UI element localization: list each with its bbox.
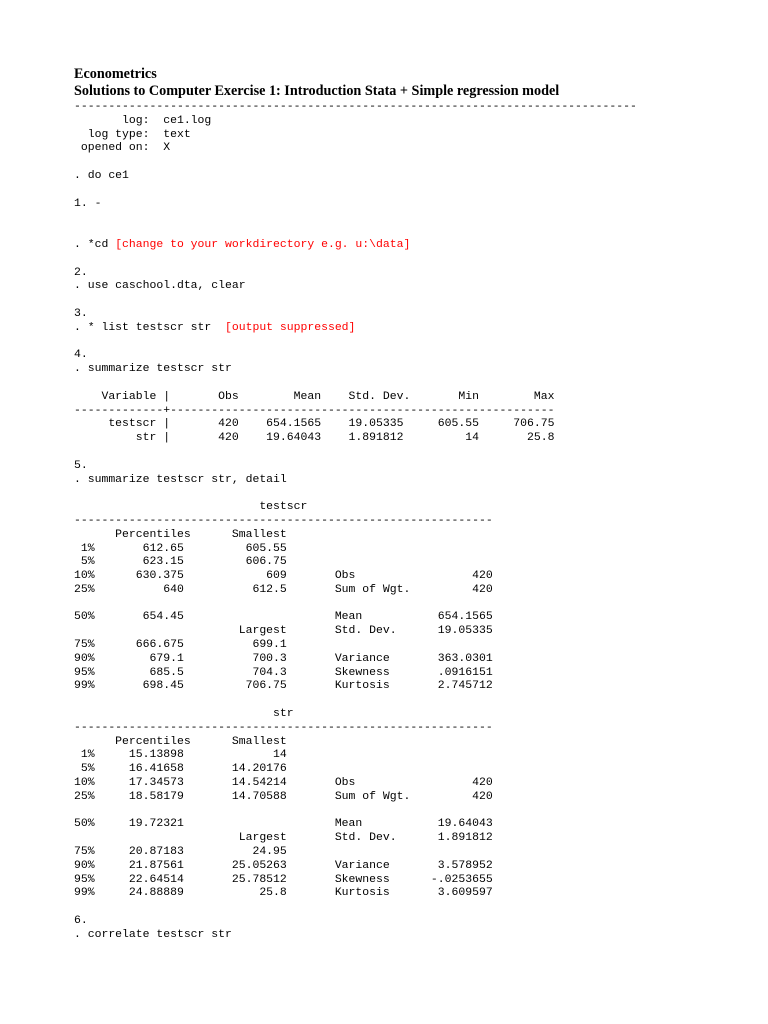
- log-text: opened on: X: [74, 141, 171, 155]
- log-line: [74, 252, 768, 266]
- log-line: [74, 183, 768, 197]
- log-line: [74, 624, 768, 638]
- log-line: [74, 652, 768, 666]
- log-text: 50% 19.72321 Mean 19.64043: [74, 817, 493, 831]
- log-annotation: [change to your workdirectory e.g. u:\data]: [115, 237, 411, 251]
- log-line: [74, 748, 768, 762]
- log-text: str: [74, 707, 294, 721]
- log-text: . do ce1: [74, 168, 129, 182]
- log-line: [74, 404, 768, 418]
- log-text: Largest Std. Dev. 1.891812: [74, 831, 493, 845]
- log-text: 90% 679.1 700.3 Variance 363.0301: [74, 651, 493, 665]
- log-text: ----------------------------------------------------------------------------------: [74, 100, 637, 113]
- log-text: 95% 685.5 704.3 Skewness .0916151: [74, 665, 493, 679]
- log-line: [74, 335, 768, 349]
- stata-log-output: [74, 100, 768, 942]
- log-text: . *cd: [74, 237, 116, 251]
- log-text: 6.: [74, 914, 88, 928]
- log-text: Largest Std. Dev. 19.05335: [74, 624, 493, 638]
- log-line: [74, 528, 768, 542]
- log-line: [74, 238, 768, 252]
- log-line: [74, 707, 768, 721]
- log-text: . summarize testscr str, detail: [74, 472, 287, 486]
- log-text: [74, 693, 81, 707]
- log-text: testscr | 420 654.1565 19.05335 605.55 706.75: [74, 417, 555, 431]
- log-text: [74, 597, 81, 611]
- log-text: [74, 445, 81, 459]
- log-text: log type: text: [74, 127, 191, 141]
- log-line: [74, 583, 768, 597]
- log-text: 2.: [74, 265, 88, 279]
- log-text: 1% 612.65 605.55: [74, 541, 287, 555]
- log-text: . summarize testscr str: [74, 362, 232, 376]
- log-line: [74, 928, 768, 942]
- log-text: 95% 22.64514 25.78512 Skewness -.0253655: [74, 872, 493, 886]
- log-line: [74, 500, 768, 514]
- log-line: [74, 486, 768, 500]
- log-text: [74, 252, 81, 266]
- log-line: [74, 376, 768, 390]
- log-line: [74, 693, 768, 707]
- log-text: [74, 900, 81, 914]
- log-text: . use caschool.dta, clear: [74, 279, 246, 293]
- log-line: [74, 266, 768, 280]
- log-line: [74, 210, 768, 224]
- log-line: [74, 569, 768, 583]
- log-line: [74, 514, 768, 528]
- log-line: [74, 362, 768, 376]
- log-text: -------------------------------------------------------------: [74, 720, 493, 734]
- log-line: [74, 431, 768, 445]
- log-text: [74, 804, 81, 818]
- log-text: 5.: [74, 458, 88, 472]
- log-text: [74, 335, 81, 349]
- log-line: [74, 307, 768, 321]
- log-annotation: [output suppressed]: [225, 320, 356, 334]
- log-line: [74, 321, 768, 335]
- log-line: [74, 817, 768, 831]
- log-text: [74, 376, 81, 390]
- log-text: 4.: [74, 348, 88, 362]
- log-text: Variable | Obs Mean Std. Dev. Min Max: [74, 389, 555, 403]
- log-text: 5% 623.15 606.75: [74, 555, 287, 569]
- log-text: 25% 18.58179 14.70588 Sum of Wgt. 420: [74, 789, 493, 803]
- log-line: [74, 417, 768, 431]
- log-text: [74, 293, 81, 307]
- exercise-title: Solutions to Computer Exercise 1: Introduction Stata + Simple regression model: [74, 83, 560, 99]
- log-line: [74, 390, 768, 404]
- course-title: Econometrics: [74, 66, 157, 82]
- log-text: 99% 698.45 706.75 Kurtosis 2.745712: [74, 679, 493, 693]
- log-text: 25% 640 612.5 Sum of Wgt. 420: [74, 582, 493, 596]
- log-line: [74, 114, 768, 128]
- log-text: [74, 183, 81, 197]
- log-text: [74, 210, 81, 224]
- log-text: 50% 654.45 Mean 654.1565: [74, 610, 493, 624]
- log-line: [74, 900, 768, 914]
- document-page: [74, 66, 768, 942]
- log-line: [74, 790, 768, 804]
- log-line: [74, 831, 768, 845]
- log-line: [74, 845, 768, 859]
- log-text: -------------+--------------------------------------------------------: [74, 403, 555, 417]
- log-line: [74, 459, 768, 473]
- log-text: 3.: [74, 306, 88, 320]
- log-line: [74, 804, 768, 818]
- log-text: 75% 20.87183 24.95: [74, 845, 287, 859]
- log-line: [74, 100, 768, 114]
- log-line: [74, 169, 768, 183]
- log-text: 75% 666.675 699.1: [74, 638, 287, 652]
- log-line: [74, 762, 768, 776]
- log-text: testscr: [74, 500, 308, 514]
- log-text: Percentiles Smallest: [74, 734, 287, 748]
- log-text: 1. -: [74, 196, 102, 210]
- log-line: [74, 597, 768, 611]
- log-line: [74, 555, 768, 569]
- log-line: [74, 128, 768, 142]
- log-line: [74, 859, 768, 873]
- log-line: [74, 279, 768, 293]
- log-text: [74, 155, 81, 169]
- log-text: [74, 224, 81, 238]
- log-text: 5% 16.41658 14.20176: [74, 762, 287, 776]
- log-text: str | 420 19.64043 1.891812 14 25.8: [74, 431, 555, 445]
- log-line: [74, 721, 768, 735]
- log-line: [74, 873, 768, 887]
- log-text: 1% 15.13898 14: [74, 748, 287, 762]
- log-text: 90% 21.87561 25.05263 Variance 3.578952: [74, 858, 493, 872]
- log-line: [74, 293, 768, 307]
- log-line: [74, 224, 768, 238]
- log-text: [74, 486, 81, 500]
- log-line: [74, 155, 768, 169]
- log-line: [74, 542, 768, 556]
- log-text: . correlate testscr str: [74, 927, 232, 941]
- log-line: [74, 348, 768, 362]
- log-text: Percentiles Smallest: [74, 527, 287, 541]
- log-text: 99% 24.88889 25.8 Kurtosis 3.609597: [74, 886, 493, 900]
- log-line: [74, 735, 768, 749]
- log-line: [74, 886, 768, 900]
- log-line: [74, 666, 768, 680]
- log-text: . * list testscr str: [74, 320, 225, 334]
- log-line: [74, 679, 768, 693]
- log-line: [74, 914, 768, 928]
- log-line: [74, 638, 768, 652]
- log-line: [74, 141, 768, 155]
- log-text: -------------------------------------------------------------: [74, 513, 493, 527]
- log-line: [74, 473, 768, 487]
- log-line: [74, 776, 768, 790]
- log-text: log: ce1.log: [74, 113, 212, 127]
- log-line: [74, 445, 768, 459]
- log-line: [74, 197, 768, 211]
- log-text: 10% 630.375 609 Obs 420: [74, 569, 493, 583]
- log-line: [74, 610, 768, 624]
- log-text: 10% 17.34573 14.54214 Obs 420: [74, 776, 493, 790]
